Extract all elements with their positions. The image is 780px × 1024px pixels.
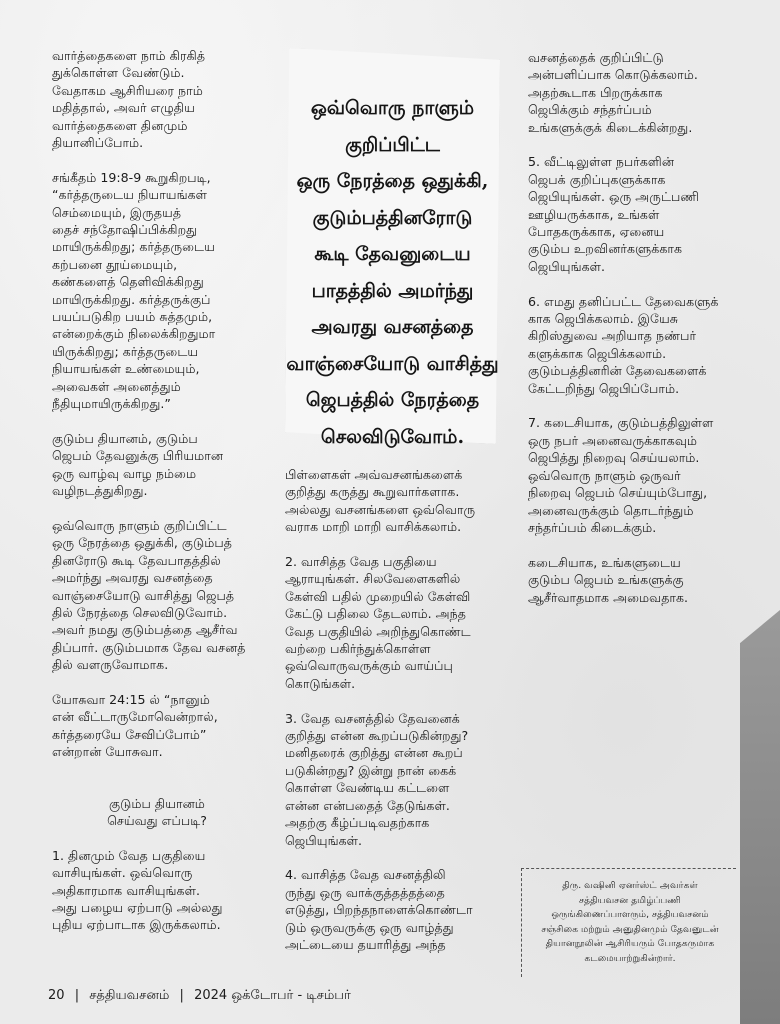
paragraph: 6. எமது தனிப்பட்ட தேவைகளுக் காக ஜெபிக்கலாம். இயேசு கிறிஸ்துவை அறியாத நண்பர் களுக்காக ஜெபிக்கலாம். குடும்பத்தினரின் தேவைகளைக் கேட்டறிந்து ஜெபிப்போம். (528, 293, 719, 396)
page-number: 20 (48, 988, 65, 1003)
paragraph: யோசுவா 24:15 ல் “நானும் என் வீட்டாருமோவென்றால், கர்த்தரையே சேவிப்போம்” என்றான் யோசுவா. (52, 691, 218, 760)
paragraph: வார்த்தைகளை நாம் கிரகித் துக்கொள்ள வேண்டும். வேதாகம ஆசிரியரை நாம் மதித்தால், அவர் எழுதிய வார்த்தைகளை தினமும் தியானிப்போம். (52, 48, 206, 151)
author-bio-text: திரு. வஷினி ஏனர்ஸ்ட் அவர்கள் சத்தியவசன தமிழ்ப்பணி ஒருங்கிணைப்பாளரும், சத்தியவசனம் சஞ்சிகை மற்றும் அனுதினமும் தேவனுடன் தியானநூலின் ஆசிரியரும் போதகருமாக கடமையாற்றுகின்றார். (541, 880, 719, 964)
paragraph: 1. தினமும் வேத பகுதியை வாசியுங்கள். ஒவ்வொரு அதிகாரமாக வாசியுங்கள். அது பழைய ஏற்பாடு அல்லது புதிய ஏற்பாடாக இருக்கலாம். (52, 847, 223, 933)
paragraph: வசனத்தைக் குறிப்பிட்டு அன்பளிப்பாக கொடுக்கலாம். அதற்கூடாக பிறருக்காக ஜெபிக்கும் சந்தர்ப்பம் உங்களுக்குக் கிடைக்கின்றது. (528, 50, 698, 135)
footer-separator: | (179, 988, 184, 1003)
footer-separator: | (74, 988, 80, 1003)
paragraph: 7. கடைசியாக, குடும்பத்திலுள்ள ஒரு நபர் அனைவருக்காகவும் ஜெபித்து நிறைவு செய்யலாம். ஒவ்வொரு நாளும் ஒருவர் நிறைவு ஜெபம் செய்யும்போது, அனைவருக்கும் தொடர்ந்தும் சந்தர்ப்பம் கிடைக்கும். (528, 415, 714, 535)
decorative-corner-wedge (740, 610, 780, 1024)
section-subheading: குடும்ப தியானம் செய்வது எப்படி? (107, 795, 207, 828)
paragraph: ஒவ்வொரு நாளும் குறிப்பிட்ட ஒரு நேரத்தை ஒதுக்கி, குடும்பத் தினரோடு கூடி தேவபாதத்தில் அமர்ந்து அவரது வசனத்தை வாஞ்சையோடு வாசித்து ஜெபத் தில் நேரத்தை செலவிடுவோம். அவர் நமது குடும்பத்தை ஆசீர்வ திப்பார். குடும்பமாக தேவ வசனத் தில் வளருவோமாக. (52, 517, 246, 673)
paragraph: 3. வேத வசனத்தில் தேவனைக் குறித்து என்ன கூறப்படுகின்றது? மனிதரைக் குறித்து என்ன கூறப் படுகின்றது? இன்று நான் கைக் கொள்ள வேண்டிய கட்டளை என்ன என்பதைத் தேடுங்கள். அதற்கு கீழ்ப்படிவதற்காக ஜெபியுங்கள். (285, 710, 469, 848)
article-column-right (528, 49, 740, 606)
paragraph: 5. வீட்டிலுள்ள நபர்களின் ஜெபக் குறிப்புகளுக்காக ஜெபியுங்கள். ஒரு அருட்பணி ஊழியருக்காக, உங்கள் போதகருக்காக, ஏனைய குடும்ப உறவினர்களுக்காக ஜெபியுங்கள். (528, 154, 700, 274)
magazine-name: சத்தியவசனம் (89, 988, 170, 1003)
pull-quote-text: ஒவ்வொரு நாளும் குறிப்பிட்ட ஒரு நேரத்தை ஒதுக்கி, குடும்பத்தினரோடு கூடி தேவனுடைய பாதத்தில் அமர்ந்து அவரது வசனத்தை வாஞ்சையோடு வாசித்து ஜெபத்தில் நேரத்தை செலவிடுவோம். (286, 97, 499, 448)
paragraph: கடைசியாக, உங்களுடைய குடும்ப ஜெபம் உங்களுக்கு ஆசீர்வாதமாக அமைவதாக. (528, 554, 689, 605)
paragraph: பிள்ளைகள் அவ்வசனங்களைக் குறித்து கருத்து கூறுவார்களாக. அல்லது வசனங்களை ஒவ்வொரு வராக மாறி மாறி வாசிக்கலாம். (285, 467, 476, 535)
issue-period: 2024 ஒக்டோபர் - டிசம்பர் (194, 988, 351, 1003)
page-footer (48, 988, 357, 1004)
article-column-left (52, 47, 262, 934)
paragraph: குடும்ப தியானம், குடும்ப ஜெபம் தேவனுக்கு பிரியமான ஒரு வாழ்வு வாழ நம்மை வழிநடத்துகிறது. (52, 430, 224, 499)
paragraph: 4. வாசித்த வேத வசனத்திலி ருந்து ஒரு வாக்குத்தத்தத்தை எடுத்து, பிறந்தநாளைக்கொண்டா டும் ஒருவருக்கு ஒரு வாழ்த்து அட்டையை தயாரித்து அந்த (285, 867, 473, 952)
paragraph: 2. வாசித்த வேத பகுதியை ஆராயுங்கள். சிலவேளைகளில் கேள்வி பதில் முறையில் கேள்வி கேட்டு பதிலை தேடலாம். அந்த வேத பகுதியில் அறிந்துகொண்ட வற்றை பகிர்ந்துக்கொள்ள ஒவ்வொருவருக்கும் வாய்ப்பு கொடுங்கள். (285, 554, 471, 691)
article-column-middle (285, 466, 495, 953)
paragraph: சங்கீதம் 19:8-9 கூறுகிறபடி, “கர்த்தருடைய நியாயங்கள் செம்மையும், இருதயத் தைச் சந்தோஷிப்பிக்கிறது மாயிருக்கிறது; கர்த்தருடைய கற்பனை தூய்மையும், கண்களைத் தெளிவிக்கிறது மாயிருக்கிறது. கர்த்தருக்குப் பயப்படுகிற பயம் சுத்தமும், என்றைக்கும் நிலைக்கிறதுமா யிருக்கிறது; கர்த்தருடைய நியாயங்கள் உண்மையும், அவைகள் அனைத்தும் நீதியுமாயிருக்கிறது.” (52, 169, 216, 412)
